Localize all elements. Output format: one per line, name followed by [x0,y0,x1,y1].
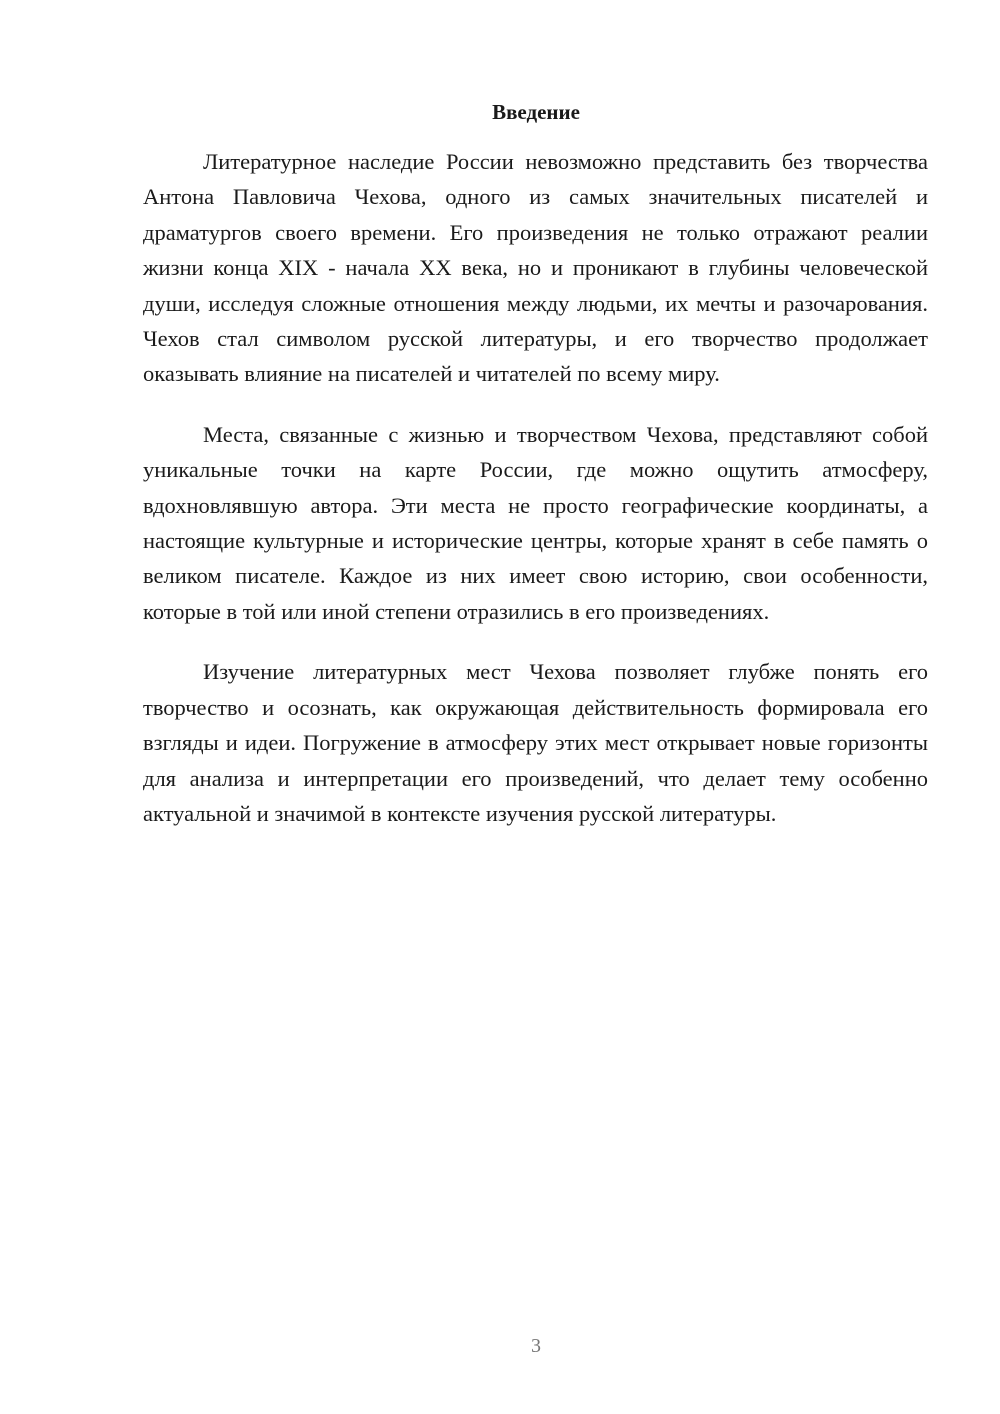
paragraph-2: Места, связанные с жизнью и творчеством Чехова, представляют собой уникальные точки на карте России, где можно ощутить атмосферу, вдохновлявшую автора. Эти места не просто географические координаты, а настоящие культурные и исторические центры, которые хранят в себе память о великом писателе. Каждое из них имеет свою историю, свои особенности, которые в той или иной степени отразились в его произведениях. [143,421,928,624]
section-heading: Введение [492,100,580,124]
page-number: 3 [531,1335,541,1357]
body-text [143,144,928,856]
paragraph-1: Литературное наследие России невозможно представить без творчества Антона Павловича Чехова, одного из самых значительных писателей и драматургов своего времени. Его произведения не только отражают реалии жизни конца XIX - начала XX века, но и проникают в глубины человеческой души, исследуя сложные отношения между людьми, их мечты и разочарования. Чехов стал символом русской литературы, и его творчество продолжает оказывать влияние на писателей и читателей по всему миру. [143,149,928,387]
paragraph-3: Изучение литературных мест Чехова позволяет глубже понять его творчество и осознать, как окружающая действительность формировала его взгляды и идеи. Погружение в атмосферу этих мест открывает новые горизонты для анализа и интерпретации его произведений, что делает тему особенно актуальной и значимой в контексте изучения русской литературы. [143,659,928,826]
